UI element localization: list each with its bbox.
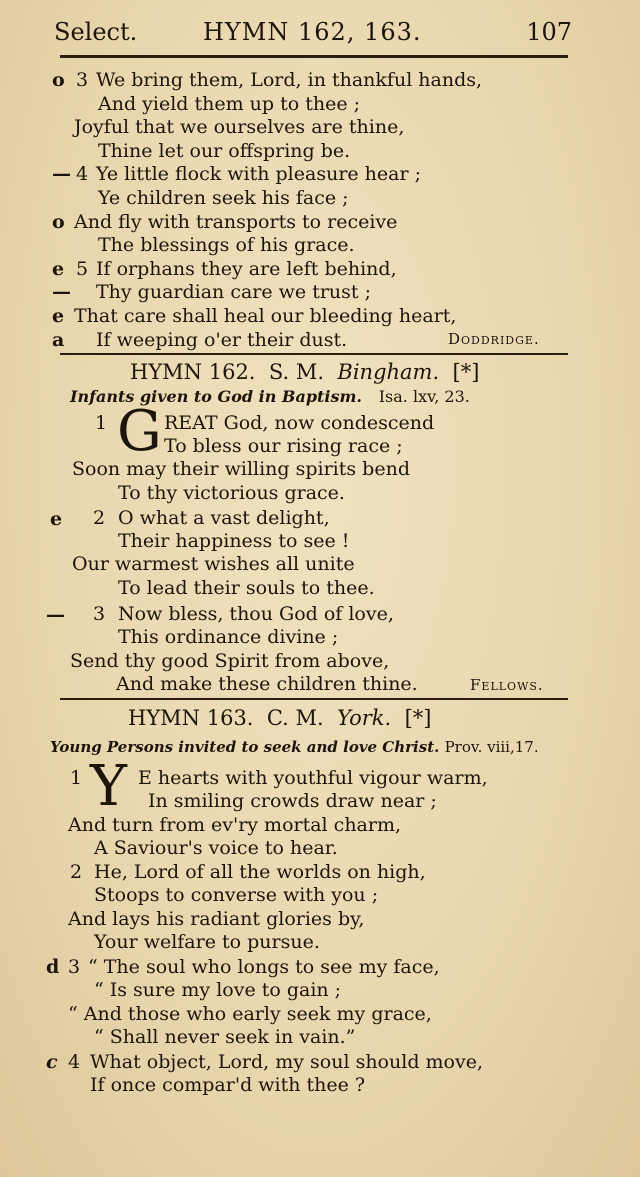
performance-mark: o	[52, 69, 65, 91]
verse-line: Ye children seek his face ;	[98, 187, 349, 209]
verse-line: Their happiness to see !	[118, 530, 350, 552]
stanza-number: 3	[76, 69, 89, 91]
section-divider	[60, 698, 568, 700]
tune-name: Bingham.	[337, 360, 440, 384]
verse-line: Ye little flock with pleasure hear ;	[96, 163, 422, 186]
hymn-heading	[130, 360, 479, 384]
author-attribution: Doddridge.	[448, 330, 540, 348]
editorial-mark: [*]	[452, 360, 480, 384]
section-divider	[60, 353, 568, 355]
running-header	[54, 18, 572, 52]
performance-mark: e	[50, 508, 63, 530]
stanza-number: 1	[95, 412, 108, 434]
header-rule	[60, 55, 568, 58]
subtitle-text: Young Persons invited to seek and love Christ.	[50, 738, 440, 756]
stanza-number: 2	[93, 507, 106, 529]
performance-mark: —	[52, 281, 71, 304]
scripture-reference: Isa. lxv, 23.	[378, 387, 470, 406]
verse-line: Thine let our offspring be.	[98, 139, 351, 162]
stanza-number: 3	[68, 956, 81, 978]
verse-line: E hearts with youthful vigour warm,	[138, 767, 488, 789]
drop-cap: G	[117, 399, 162, 464]
author-attribution: Fellows.	[470, 676, 544, 694]
stanza-number: 2	[70, 861, 83, 883]
verse-line: O what a vast delight,	[118, 507, 330, 529]
verse-line: He, Lord of all the worlds on high,	[94, 861, 426, 883]
header-title: HYMN 162, 163.	[203, 18, 422, 46]
verse-line: We bring them, Lord, in thankful hands,	[96, 69, 483, 91]
drop-cap: Y	[90, 754, 127, 819]
verse-line: In smiling crowds draw near ;	[148, 790, 437, 812]
performance-mark: —	[46, 604, 65, 626]
performance-mark: e	[52, 257, 65, 280]
verse-line: Stoops to converse with you ;	[94, 884, 379, 906]
verse-line: Now bless, thou God of love,	[118, 603, 394, 625]
verse-line: This ordinance divine ;	[118, 626, 339, 648]
hymn-meter: S. M.	[268, 360, 325, 384]
performance-mark: —	[52, 163, 71, 186]
verse-line: To lead their souls to thee.	[118, 577, 375, 599]
performance-mark: d	[46, 956, 60, 978]
verse-line: To bless our rising race ;	[164, 435, 403, 457]
hymn-number: HYMN 163.	[128, 706, 254, 730]
verse-line: And lays his radiant glories by,	[68, 908, 365, 930]
verse-line: If orphans they are left behind,	[96, 257, 397, 280]
verse-line: And turn from ev'ry mortal charm,	[68, 814, 402, 836]
verse-line: And fly with transports to receive	[74, 210, 398, 233]
scripture-reference: Prov. viii,17.	[444, 738, 539, 756]
tune-name: York.	[337, 706, 392, 730]
hymn-meter: C. M.	[266, 706, 324, 730]
page-number: 107	[526, 18, 572, 46]
hymn-number: HYMN 162.	[130, 360, 256, 384]
verse-line: “ Is sure my love to gain ;	[94, 979, 342, 1001]
verse-line: Soon may their willing spirits bend	[72, 458, 410, 480]
verse-line: Joyful that we ourselves are thine,	[74, 116, 405, 139]
stanza-number: 4	[68, 1051, 81, 1073]
verse-line: Your welfare to pursue.	[94, 931, 320, 953]
performance-mark: a	[52, 328, 65, 351]
verse-line: What object, Lord, my soul should move,	[90, 1051, 483, 1073]
verse-line: That care shall heal our bleeding heart,	[74, 305, 457, 327]
stanza-number: 5	[76, 257, 89, 280]
verse-line: Thy guardian care we trust ;	[96, 281, 371, 304]
stanza-number: 1	[70, 767, 83, 789]
verse-line: To thy victorious grace.	[118, 482, 345, 504]
verse-line: “ The soul who longs to see my face,	[88, 956, 440, 978]
stanza-number: 3	[93, 603, 106, 625]
verse-line: A Saviour's voice to hear.	[94, 837, 338, 859]
hymn-heading	[128, 706, 431, 730]
verse-line: And yield them up to thee ;	[98, 92, 361, 115]
verse-line: And make these children thine.	[116, 673, 418, 695]
editorial-mark: [*]	[404, 706, 432, 730]
verse-line: The blessings of his grace.	[98, 234, 355, 257]
subtitle-text: Infants given to God in Baptism.	[70, 387, 362, 406]
verse-line: Send thy good Spirit from above,	[70, 650, 390, 672]
stanza-number: 4	[76, 163, 89, 186]
section-label: Select.	[54, 18, 138, 46]
verse-line: “ And those who early seek my grace,	[68, 1003, 432, 1025]
performance-mark: o	[52, 210, 65, 233]
verse-line: Our warmest wishes all unite	[72, 553, 355, 575]
verse-line: “ Shall never seek in vain.”	[94, 1026, 356, 1048]
performance-mark: e	[52, 305, 65, 327]
performance-mark: c	[46, 1051, 58, 1073]
verse-line: If once compar'd with thee ?	[90, 1074, 366, 1096]
verse-line: If weeping o'er their dust.	[96, 328, 348, 351]
verse-line: REAT God, now condescend	[164, 412, 435, 434]
